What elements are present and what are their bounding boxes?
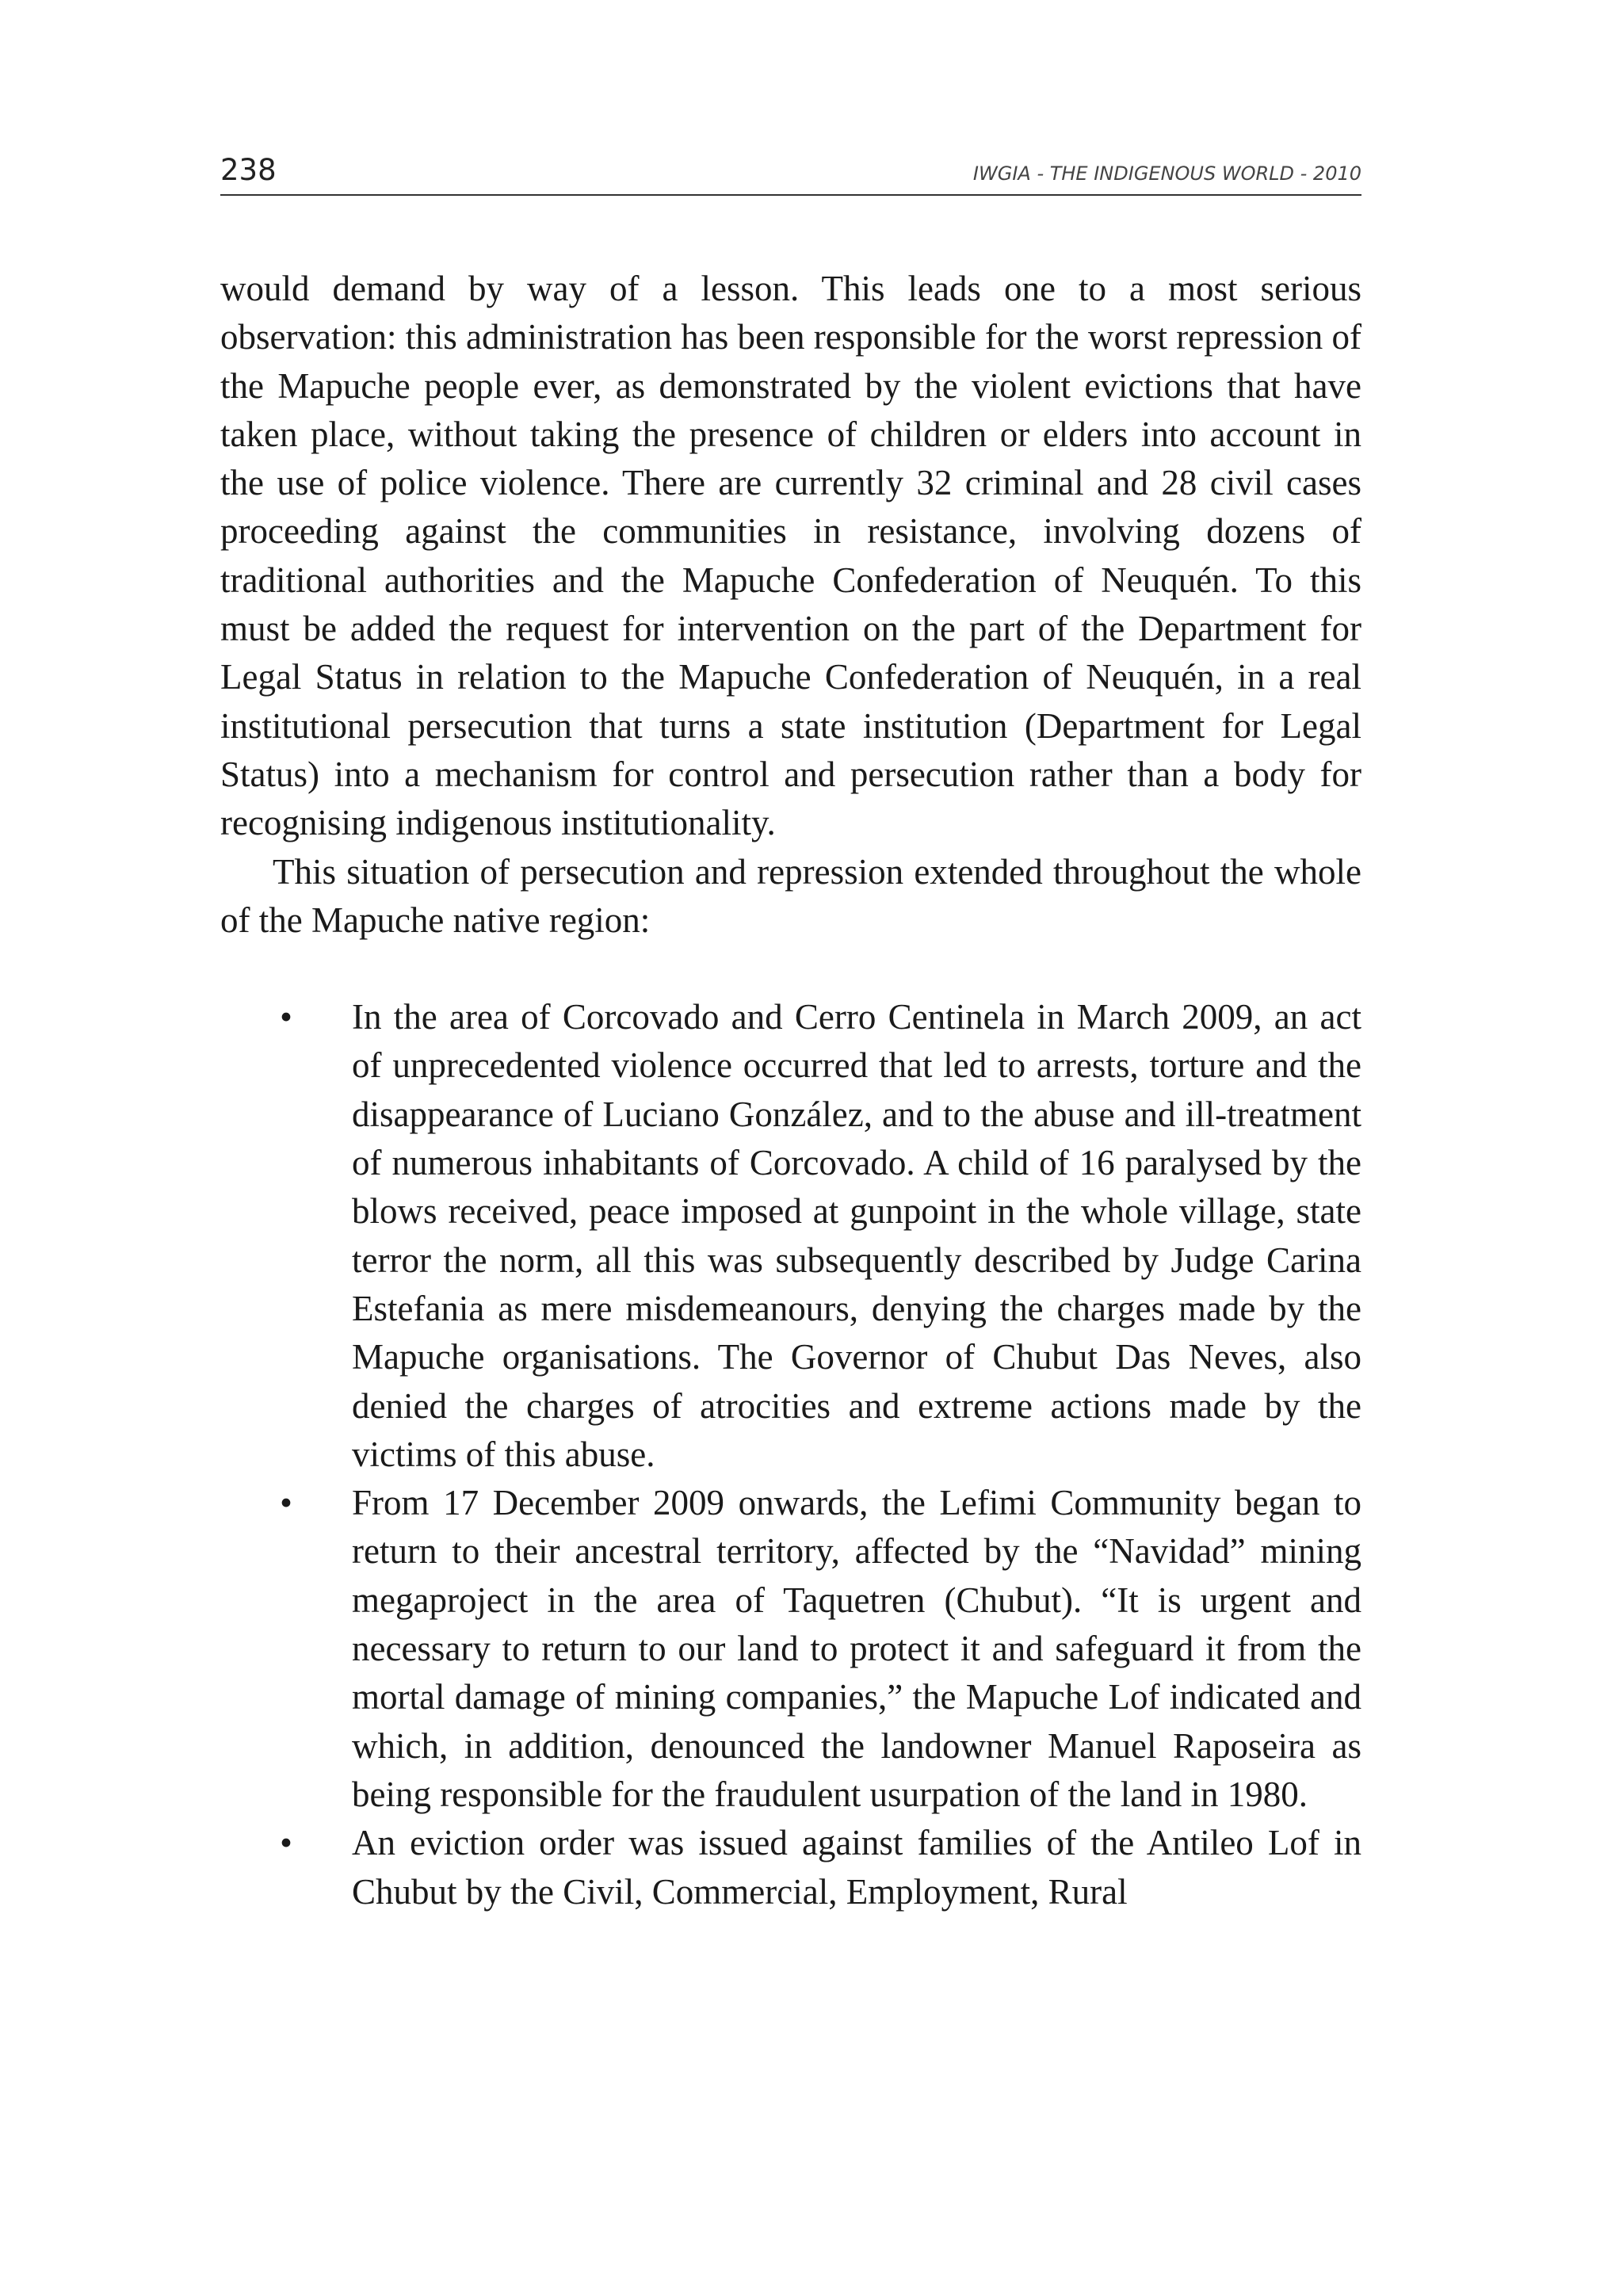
bullet-icon: •	[280, 997, 292, 1037]
paragraph: This situation of persecution and repression extended throughout the whole of the Mapuche native region:	[220, 851, 1361, 940]
list-item-text: In the area of Corcovado and Cerro Centinela in March 2009, an act of unprecedented violence occurred that led to arrests, torture and the disappearance of Luciano González, and to the abuse and ill-treatment of numerous inhabitants of Corcovado. A child of 16 paralysed by the blows received, peace imposed at gunpoint in the whole village, state terror the norm, all this was subsequently described by Judge Carina Estefania as mere misdemeanours, denying the charges made by the Mapuche organisations. The Governor of Chubut Das Neves, also denied the charges of atrocities and extreme actions made by the victims of this abuse.	[352, 997, 1361, 1474]
bullet-icon: •	[280, 1483, 292, 1523]
list-item-text: An eviction order was issued against families of the Antileo Lof in Chubut by the Civil, Commercial, Employment, Rural	[352, 1823, 1361, 1912]
bullet-list	[220, 993, 1361, 1916]
page-header	[220, 153, 1361, 196]
page-number: 238	[220, 153, 277, 187]
list-item	[220, 993, 1361, 1479]
bullet-icon: •	[280, 1823, 292, 1863]
body-text	[220, 265, 1361, 1916]
list-item-text: From 17 December 2009 onwards, the Lefimi Community began to return to their ancestral territory, affected by the “Navidad” mining megaproject in the area of Taquetren (Chubut). “It is urgent and necessary to return to our land to protect it and safeguard it from the mortal damage of mining companies,” the Mapuche Lof indicated and which, in addition, denounced the landowner Manuel Raposeira as being responsible for the fraudulent usurpation of the land in 1980.	[352, 1483, 1361, 1814]
paragraph: would demand by way of a lesson. This leads one to a most serious observation: this administration has been responsible for the worst repression of the Mapuche people ever, as demonstrated by the violent evictions that have taken place, without taking the presence of children or elders into account in the use of police violence. There are currently 32 criminal and 28 civil cases proceeding against the communities in resistance, involving dozens of traditional authorities and the Mapuche Confederation of Neuquén. To this must be added the request for intervention on the part of the Department for Legal Status in relation to the Mapuche Confederation of Neuquén, in a real institutional persecution that turns a state institution (Department for Legal Status) into a mechanism for control and persecution rather than a body for recognising indigenous institutionality.	[220, 269, 1361, 843]
list-item	[220, 1819, 1361, 1916]
running-head: IWGIA - THE INDIGENOUS WORLD - 2010	[972, 162, 1361, 185]
list-item	[220, 1479, 1361, 1819]
